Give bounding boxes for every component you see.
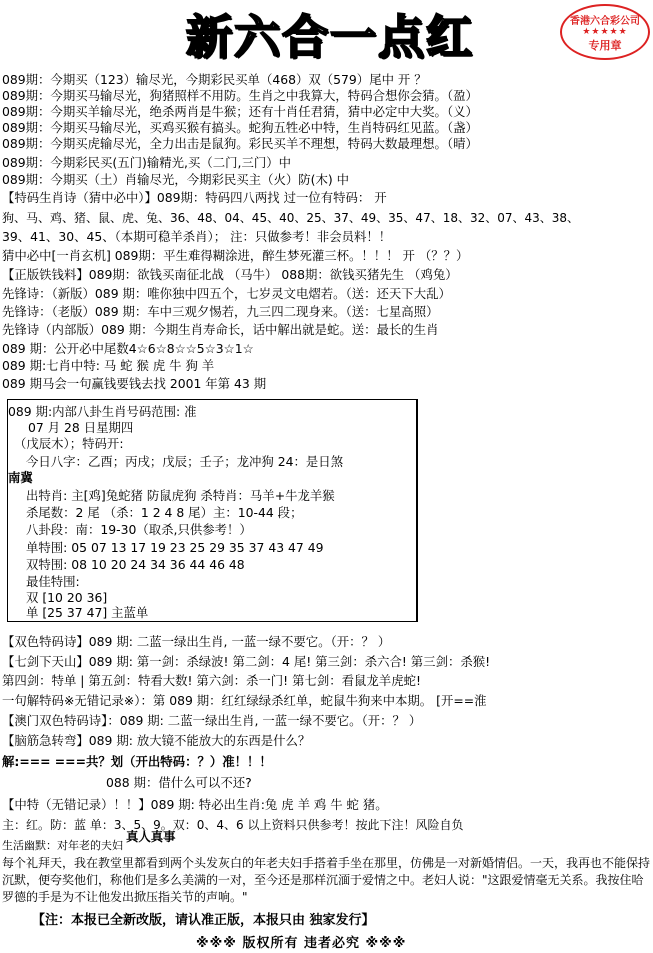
text-line: 狗、马、鸡、猪、鼠、虎、兔、36、48、04、45、40、25、37、49、35、47、18、32、07、43、38、 <box>2 211 580 225</box>
footer-copyright: ※※※ 版权所有 违者必究 ※※※ <box>196 936 407 951</box>
text-line: 一句解特码※无错记录※）：第 089 期：红红绿绿杀红单，蛇鼠牛狗来中本期。 [开==淮 <box>2 693 487 708</box>
text-line: 猜中必中[一肖玄机] 089期：平生难得糊涂进，醉生梦死灌三杯。！！！ 开 （？？） <box>2 248 469 263</box>
box-line: 杀尾数：2 尾 （杀：1 2 4 8 尾）主：10-44 段； <box>26 505 303 520</box>
text-line: 089期：今期买马输尽光，狗猪照样不用防。生肖之中我算大，特码合想你会猜。（盈） <box>2 88 478 103</box>
box-line: 双特围: 08 10 20 24 34 36 44 46 48 <box>26 557 245 572</box>
seal-stars: ★★★★★ <box>582 27 628 37</box>
text-line: 089期：今期买虎输尽光，全力出击是鼠狗。彩民买羊不理想，特码大数最理想。（晴） <box>2 136 478 151</box>
text-line: 解:=== ===共？划（开出特码：？）准！！！ <box>2 754 272 769</box>
text-line: 第四剑：特单 | 第五剑：特看大数! 第六剑：杀一门! 第七剑：看鼠龙羊虎蛇! <box>2 673 421 688</box>
box-line: 今日八字：乙酉；丙戌；戊辰；壬子；龙冲狗 24：是日煞 <box>26 454 344 469</box>
text-line: 39、41、30、45、（本期可稳羊杀肖）； 注：只做参考！非会员料！！ <box>2 229 392 244</box>
text-line: 【双色特码诗】089 期: 二蓝一绿出生肖, 一蓝一绿不要它。（开：？ ） <box>2 634 391 649</box>
text-line: 089期：今期彩民买(五门)输精光,买（二门,三门）中 <box>2 155 292 170</box>
text-line: 089 期:七肖中特: 马 蛇 猴 虎 牛 狗 羊 <box>2 358 215 373</box>
box-line: 出特肖: 主[鸡]兔蛇猪 防鼠虎狗 杀特肖：马羊+牛龙羊猴 <box>26 488 335 503</box>
text-line: 先锋诗（内部版）089 期：今期生肖寿命长，话中解出就是蛇。送：最长的生肖 <box>2 322 439 337</box>
bagua-box <box>7 399 418 622</box>
box-line: （戊辰木）；特码开: <box>14 436 124 451</box>
text-line: 生活幽默：对年老的夫妇 <box>2 839 123 852</box>
text-line: 先锋诗：（老版）089 期：车中三观夕惕若，九三四二现身来。（送：七星高照） <box>2 304 439 319</box>
box-line: 双 [10 20 36] <box>26 590 108 605</box>
box-line: 089 期:内部八卦生肖号码范围: 准 <box>8 404 197 419</box>
text-line: 【特码生肖诗（猜中必中）】089期：特码四八两找 过一位有特码： 开 <box>2 190 387 205</box>
box-line: 07 月 28 日星期四 <box>28 420 134 435</box>
text-line: 089期：今期买羊输尽光，绝杀两肖是牛猴；还有十肖任君猜，猜中必定中大奖。（义） <box>2 104 478 119</box>
text-line: 088 期：借什么可以不还? <box>106 775 252 790</box>
box-line: 八卦段：南：19-30（取杀,只供参考！） <box>26 522 252 537</box>
box-line: 南冀 <box>8 470 33 485</box>
company-seal <box>560 4 650 60</box>
text-line: 089 期：公开必中尾数4☆6☆8☆☆5☆3☆1☆ <box>2 341 254 356</box>
text-line: 【澳门双色特码诗】：089 期: 二蓝一绿出生肖, 一蓝一绿不要它。（开：？ ） <box>2 713 422 728</box>
text-line: 089期：今期买马输尽光，买鸡买猴有搞头。蛇狗五牲必中特，生肖特码红见蓝。（盏） <box>2 120 478 135</box>
text-line: 【七剑下天山】089 期: 第一剑：杀绿波! 第二剑：4 尾! 第三剑：杀六合! 第三剑：杀猴! <box>2 654 491 669</box>
footer-note: 【注：本报已全新改版，请认准正版，本报只由 独家发行】 <box>32 913 375 928</box>
box-line: 单 [25 37 47] 主蓝单 <box>26 605 149 620</box>
text-line: 【中特（无错记录）！！】089 期: 特必出生肖:兔 虎 羊 鸡 牛 蛇 猪。 <box>2 797 388 812</box>
text-line: 先锋诗：（新版）089 期：唯你独中四五个，七岁灵文电熠若。（送：还天下大乱） <box>2 286 451 301</box>
seal-top-text: 香港六合彩公司 <box>570 16 640 27</box>
text-line: 真人真事 <box>126 829 176 844</box>
text-line: 【正版铁钱料】089期：欲钱买南征北战 （马牛） 088期：欲钱买猪先生 （鸡兔） <box>2 267 458 282</box>
page-title: 新六合一点红 <box>186 10 474 64</box>
box-line: 单特围: 05 07 13 17 19 23 25 29 35 37 43 47 49 <box>26 540 324 555</box>
humor-story: 每个礼拜天，我在教堂里都看到两个头发灰白的年老夫妇手搭着手坐在那里，仿佛是一对新婚情侣。一天，我再也不能保持沉默，便夸奖他们，称他们是多么美满的一对，至今还是那样沉湎于爱情之中。老妇人说："这跟爱情毫无关系。我按住哈罗德的手是为不让他发出掀压指关节的声响。" <box>2 856 651 904</box>
text-line: 【脑筋急转弯】089 期: 放大镜不能放大的东西是什么？ <box>2 733 311 748</box>
text-line: 089期：今期买（123）输尽光，今期彩民买单（468）双（579）尾中 开 ？ <box>2 72 427 87</box>
text-line: 089期：今期买（土）肖输尽光，今期彩民买主（火）防(木) 中 <box>2 172 350 187</box>
box-line: 最佳特围: <box>26 574 80 589</box>
text-line: 089 期马会一句赢钱要钱去找 2001 年第 43 期 <box>2 376 267 391</box>
text-line: 主：红。防：蓝 单：3、5、9。双：0、4、6 以上资料只供参考！按此下注！风险自负 <box>2 818 464 832</box>
seal-bottom-text: 专用章 <box>588 39 622 52</box>
